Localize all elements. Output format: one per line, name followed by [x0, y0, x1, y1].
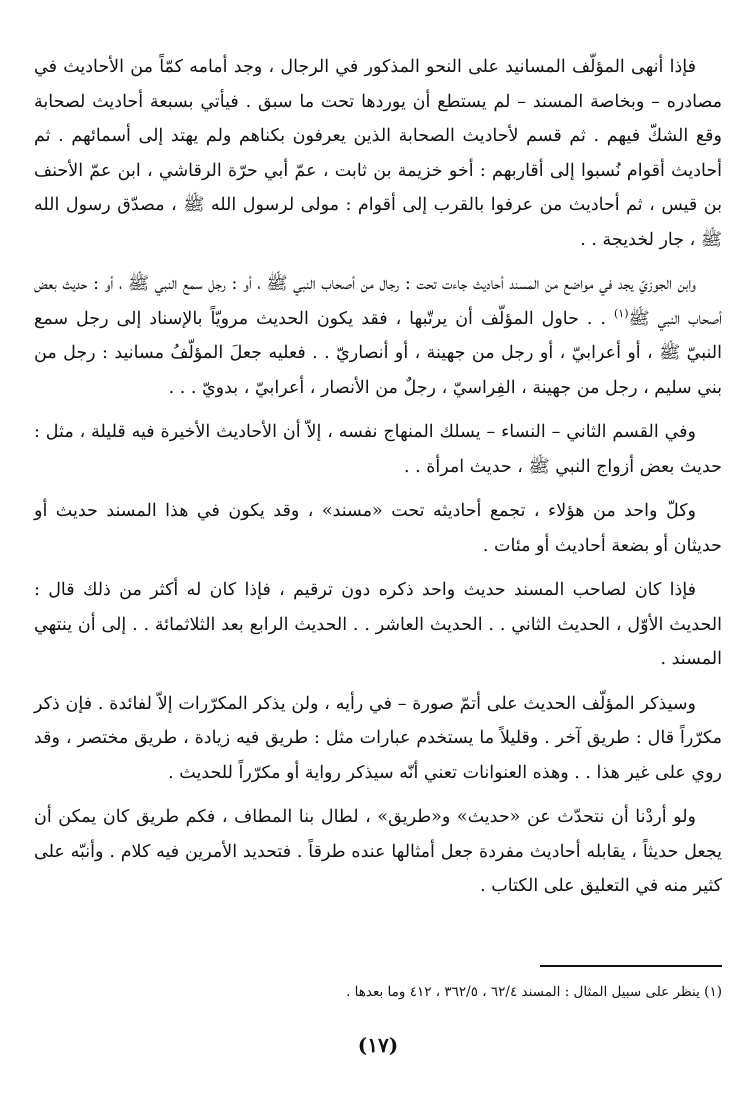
page-number: (١٧)	[357, 1033, 399, 1057]
paragraph-2-part-2: . . حاول المؤلّف أن يرتّبها ، فقد يكون الحديث مرويّاً بالإسناد إلى رجل سمع النبيّ ﷺ ، أو أعرابيّ ، أو رجل من جهينة ، أو أنصاريّ . . فعليه جعلَ المؤلّفُ مسانيد : رجل من بني سليم ، رجل من جهينة ، الفِراسيّ ، رجلٌ من الأنصار ، أعرابيّ ، بدويّ . . .	[34, 308, 722, 398]
paragraph-2-part-1: وابن الجوزيّ يجد في مواضع من المسند أحاديث جاءت تحت : رجال من أصحاب النبي ﷺ ، أو : رجل سمع النبي ﷺ ، أو : حديث بعض أصحاب النبي ﷺ	[34, 274, 722, 329]
paragraph-3: وفي القسم الثاني – النساء – يسلك المنهاج نفسه ، إلاّ أن الأحاديث الأخيرة فيه قليلة ، مثل : حديث بعض أزواج النبي ﷺ ، حديث امرأة . .	[34, 422, 722, 477]
paragraph-7: ولو أردْنا أن نتحدّث عن «حديث» و«طريق» ، لطال بنا المطاف ، فكم طريق كان يمكن أن يجعل حديثاً ، يقابله أحاديث مفردة جعل أمثالها عنده طرقاً . فتحديد الأمرين فيه كلام . وأنبّه على كثير منه في التعليق على الكتاب .	[34, 807, 722, 896]
paragraph-2	[34, 267, 722, 405]
paragraph-6: وسيذكر المؤلّف الحديث على أتمّ صورة – في رأيه ، ولن يذكر المكرّرات إلاّ لفائدة . فإن ذكر مكرّراً قال : طريق آخر . وقليلاً ما يستخدم عبارات مثل : طريق فيه زيادة ، طريق مختصر ، وقد روي على غير هذا . . وهذه العنوانات تعني أنّه سيذكر رواية أو مكرّراً للحديث .	[34, 693, 722, 783]
page-body	[34, 50, 722, 914]
footnote-divider	[540, 965, 722, 967]
footnote-reference[interactable]: (١)	[613, 306, 629, 320]
footnote: (١) ينظر على سبيل المثال : المسند ٦٢/٤ ، ٣٦٢/٥ ، ٤١٢ وما بعدها .	[346, 984, 722, 1000]
paragraph-1: فإذا أنهى المؤلّف المسانيد على النحو المذكور في الرجال ، وجد أمامه كمّاً من الأحاديث في مصادره – وبخاصة المسند – لم يستطع أن يوردها تحت ما سبق . فيأتي بسبعة أحاديث لصحابة وقع الشكّ فيهم . ثم قسم لأحاديث الصحابة الذين يعرفون بكناهم ولم يهتد إلى أسمائهم . ثم أحاديث أقوام نُسبوا إلى أقاربهم : أخو خزيمة بن ثابت ، عمّ أبي حرّة الرقاشي ، ابن عمّ الأحنف بن قيس ، ثم أحاديث من عرفوا بالقرب إلى أقوام : مولى لرسول الله ﷺ ، مصدّق رسول الله ﷺ ، جار لخديجة . .	[34, 57, 722, 250]
paragraph-4: وكلّ واحد من هؤلاء ، تجمع أحاديثه تحت «مسند» ، وقد يكون في هذا المسند حديث أو حديثان أو بضعة أحاديث أو مئات .	[34, 501, 722, 556]
paragraph-5: فإذا كان لصاحب المسند حديث واحد ذكره دون ترقيم ، فإذا كان له أكثر من ذلك قال : الحديث الأوّل ، الحديث الثاني . . الحديث العاشر . . الحديث الرابع بعد الثلاثمائة . . إلى أن ينتهي المسند .	[34, 580, 722, 669]
